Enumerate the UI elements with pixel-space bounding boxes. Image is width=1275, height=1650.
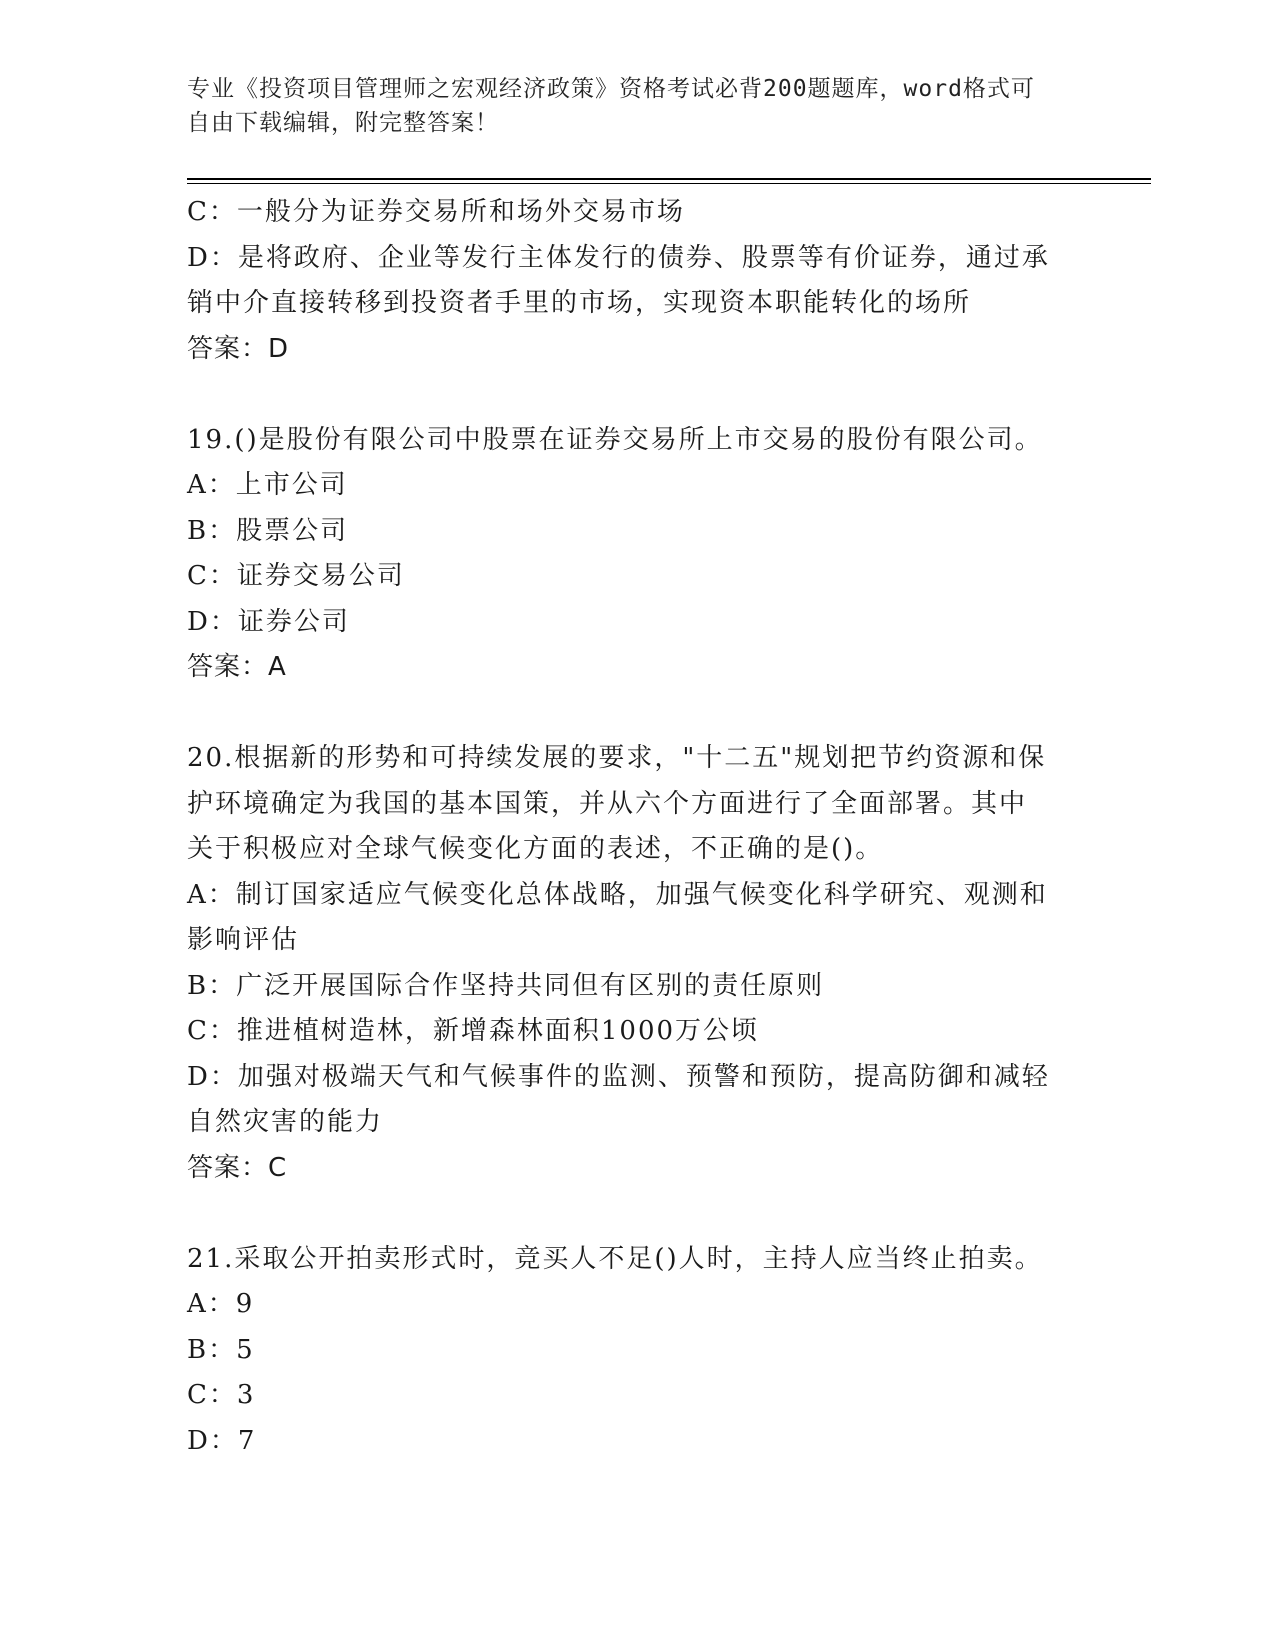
option-a: A：上市公司	[187, 470, 348, 500]
option-a: A：9	[187, 1289, 255, 1319]
option-c: C：推进植树造林，新增森林面积1000万公顷	[187, 1016, 760, 1046]
header-divider-thick	[187, 178, 1151, 180]
question-stem: 21.采取公开拍卖形式时，竞买人不足()人时，主持人应当终止拍卖。	[187, 1243, 1043, 1274]
option-a-line-2: 影响评估	[187, 925, 300, 955]
answer-line: 答案：D	[187, 333, 290, 364]
question-20	[187, 736, 1077, 1191]
answer-line: 答案：A	[187, 652, 287, 682]
question-18-fragment	[187, 190, 1077, 372]
header-line-2: 自由下载编辑，附完整答案！	[187, 110, 499, 136]
document-header	[187, 72, 1067, 140]
option-a-line-1: A：制订国家适应气候变化总体战略，加强气候变化科学研究、观测和	[187, 879, 1048, 910]
question-stem-line-1: 20.根据新的形势和可持续发展的要求，"十二五"规划把节约资源和保	[187, 743, 1047, 773]
option-c: C：3	[187, 1380, 256, 1410]
option-d-line-2: 自然灾害的能力	[187, 1107, 384, 1137]
question-21	[187, 1237, 1077, 1465]
option-d: D：证券公司	[187, 606, 350, 637]
option-d: D：7	[187, 1425, 257, 1456]
spacer	[187, 372, 1077, 418]
option-d-line-1: D：是将政府、企业等发行主体发行的债券、股票等有价证券，通过承	[187, 242, 1050, 273]
question-content	[187, 190, 1077, 1464]
option-d-line-1: D：加强对极端天气和气候事件的监测、预警和预防，提高防御和减轻	[187, 1061, 1050, 1092]
spacer	[187, 691, 1077, 737]
option-b: B：股票公司	[187, 515, 349, 546]
spacer	[187, 1191, 1077, 1237]
question-stem: 19.()是股份有限公司中股票在证券交易所上市交易的股份有限公司。	[187, 424, 1043, 455]
option-d-line-2: 销中介直接转移到投资者手里的市场，实现资本职能转化的场所	[187, 288, 972, 318]
question-stem-line-3: 关于积极应对全球气候变化方面的表述，不正确的是()。	[187, 834, 884, 864]
option-c: C：一般分为证券交易所和场外交易市场	[187, 197, 685, 227]
question-19	[187, 418, 1077, 691]
answer-line: 答案：C	[187, 1152, 288, 1183]
header-divider-thin	[187, 183, 1151, 184]
question-stem-line-2: 护环境确定为我国的基本国策，并从六个方面进行了全面部署。其中	[187, 788, 1028, 819]
header-line-1: 专业《投资项目管理师之宏观经济政策》资格考试必背200题题库，word格式可	[187, 76, 1035, 102]
option-b: B：5	[187, 1334, 255, 1365]
option-c: C：证券交易公司	[187, 561, 405, 591]
option-b: B：广泛开展国际合作坚持共同但有区别的责任原则	[187, 970, 825, 1001]
